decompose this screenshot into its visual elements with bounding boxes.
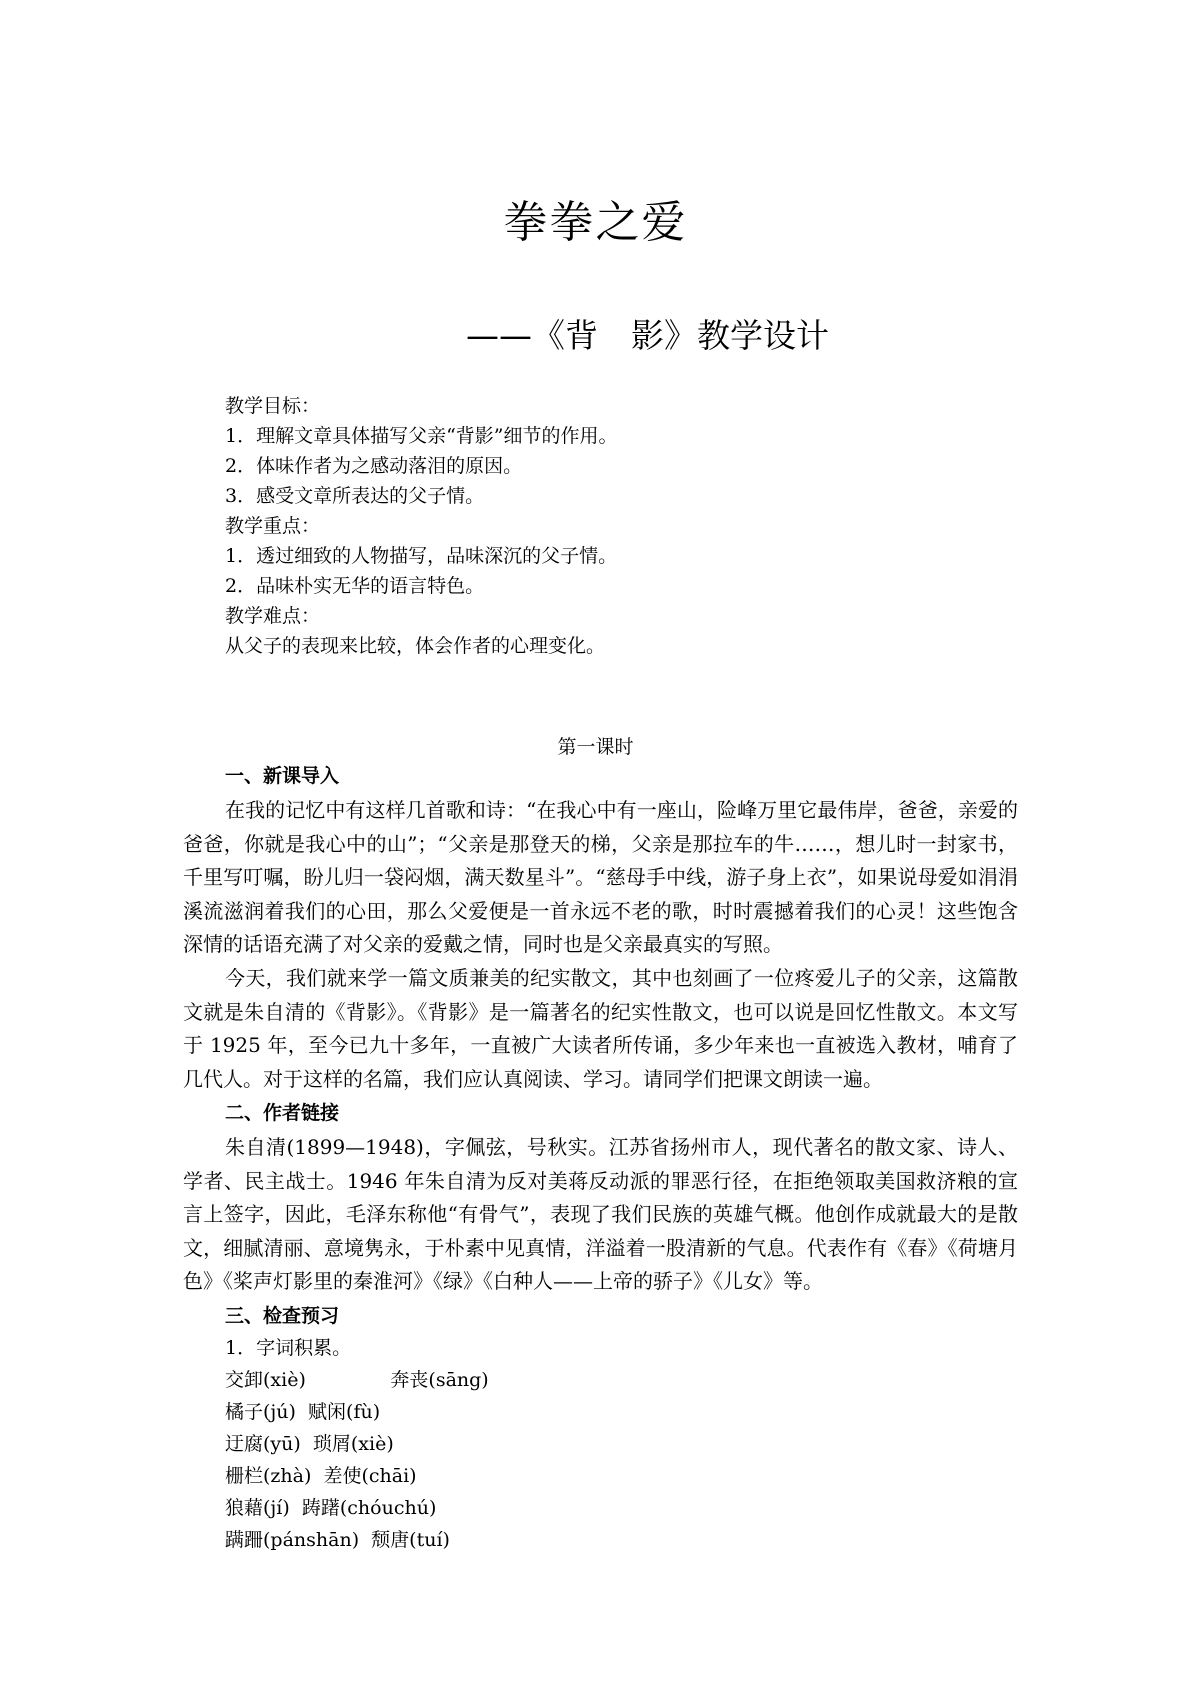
paragraph: 朱自清(1899—1948)，字佩弦，号秋实。江苏省扬州市人，现代著名的散文家、诗人、学者、民主战士。1946 年朱自清为反对美蒋反动派的罪恶行径，在拒绝领取美国救济粮的宣言上签字，因此，毛泽东称他“有骨气”，表现了我们民族的英雄气概。他创作成就最大的是散文，细腻清丽、意境隽永，于朴素中见真情，洋溢着一股清新的气息。代表作有《春》《荷塘月色》《桨声灯影里的秦淮河》《绿》《白种人——上帝的骄子》《儿女》等。	[183, 1135, 1018, 1293]
section-heading-intro: 一、新课导入	[225, 765, 340, 787]
section-heading-preview: 三、检查预习	[225, 1305, 340, 1327]
vocab-line: 橘子(jú) 赋闲(fù)	[225, 1401, 381, 1423]
objective-item: 2．体味作者为之感动落泪的原因。	[225, 455, 523, 477]
document-subtitle: ——《背 影》教学设计	[466, 316, 829, 355]
vocab-line: 狼藉(jí) 踌躇(chóuchú)	[225, 1497, 437, 1519]
paragraph: 在我的记忆中有这样几首歌和诗：“在我心中有一座山，险峰万里它最伟岸，爸爸，亲爱的爸爸，你就是我心中的山”；“父亲是那登天的梯，父亲是那拉车的牛……，想儿时一封家书，千里写叮嘱，盼儿归一袋闷烟，满天数星斗”。“慈母手中线，游子身上衣”，如果说母爱如涓涓溪流滋润着我们的心田，那么父爱便是一首永远不老的歌，时时震撼着我们的心灵！这些饱含深情的话语充满了对父亲的爱戴之情，同时也是父亲最真实的写照。	[183, 798, 1018, 956]
vocab-line: 栅栏(zhà) 差使(chāi)	[225, 1465, 417, 1487]
objectives-heading: 教学目标：	[225, 395, 321, 417]
lesson-label: 第一课时	[557, 736, 634, 758]
vocab-line: 蹒跚(pánshān) 颓唐(tuí)	[225, 1529, 450, 1551]
key-point-item: 1．透过细致的人物描写，品味深沉的父子情。	[225, 545, 618, 567]
objective-item: 3．感受文章所表达的父子情。	[225, 485, 485, 507]
key-point-item: 2．品味朴实无华的语言特色。	[225, 575, 485, 597]
difficulty-text: 从父子的表现来比较，体会作者的心理变化。	[225, 635, 606, 657]
vocab-line: 迂腐(yū) 琐屑(xiè)	[225, 1433, 394, 1455]
key-points-heading: 教学重点：	[225, 515, 321, 537]
difficulty-heading: 教学难点：	[225, 605, 321, 627]
document-title: 拳拳之爱	[503, 197, 688, 248]
paragraph: 今天，我们就来学一篇文质兼美的纪实散文，其中也刻画了一位疼爱儿子的父亲，这篇散文就是朱自清的《背影》。《背影》是一篇著名的纪实性散文，也可以说是回忆性散文。本文写于 1925 年，至今已九十多年，一直被广大读者所传诵，多少年来也一直被选入教材，哺育了几代人。对于这样的名篇，我们应认真阅读、学习。请同学们把课文朗读一遍。	[183, 966, 1018, 1091]
vocab-subheading: 1．字词积累。	[225, 1337, 352, 1359]
section-heading-author: 二、作者链接	[225, 1102, 340, 1124]
vocab-line: 交卸(xiè) 奔丧(sāng)	[225, 1369, 489, 1391]
objective-item: 1．理解文章具体描写父亲“背影”细节的作用。	[225, 425, 618, 447]
